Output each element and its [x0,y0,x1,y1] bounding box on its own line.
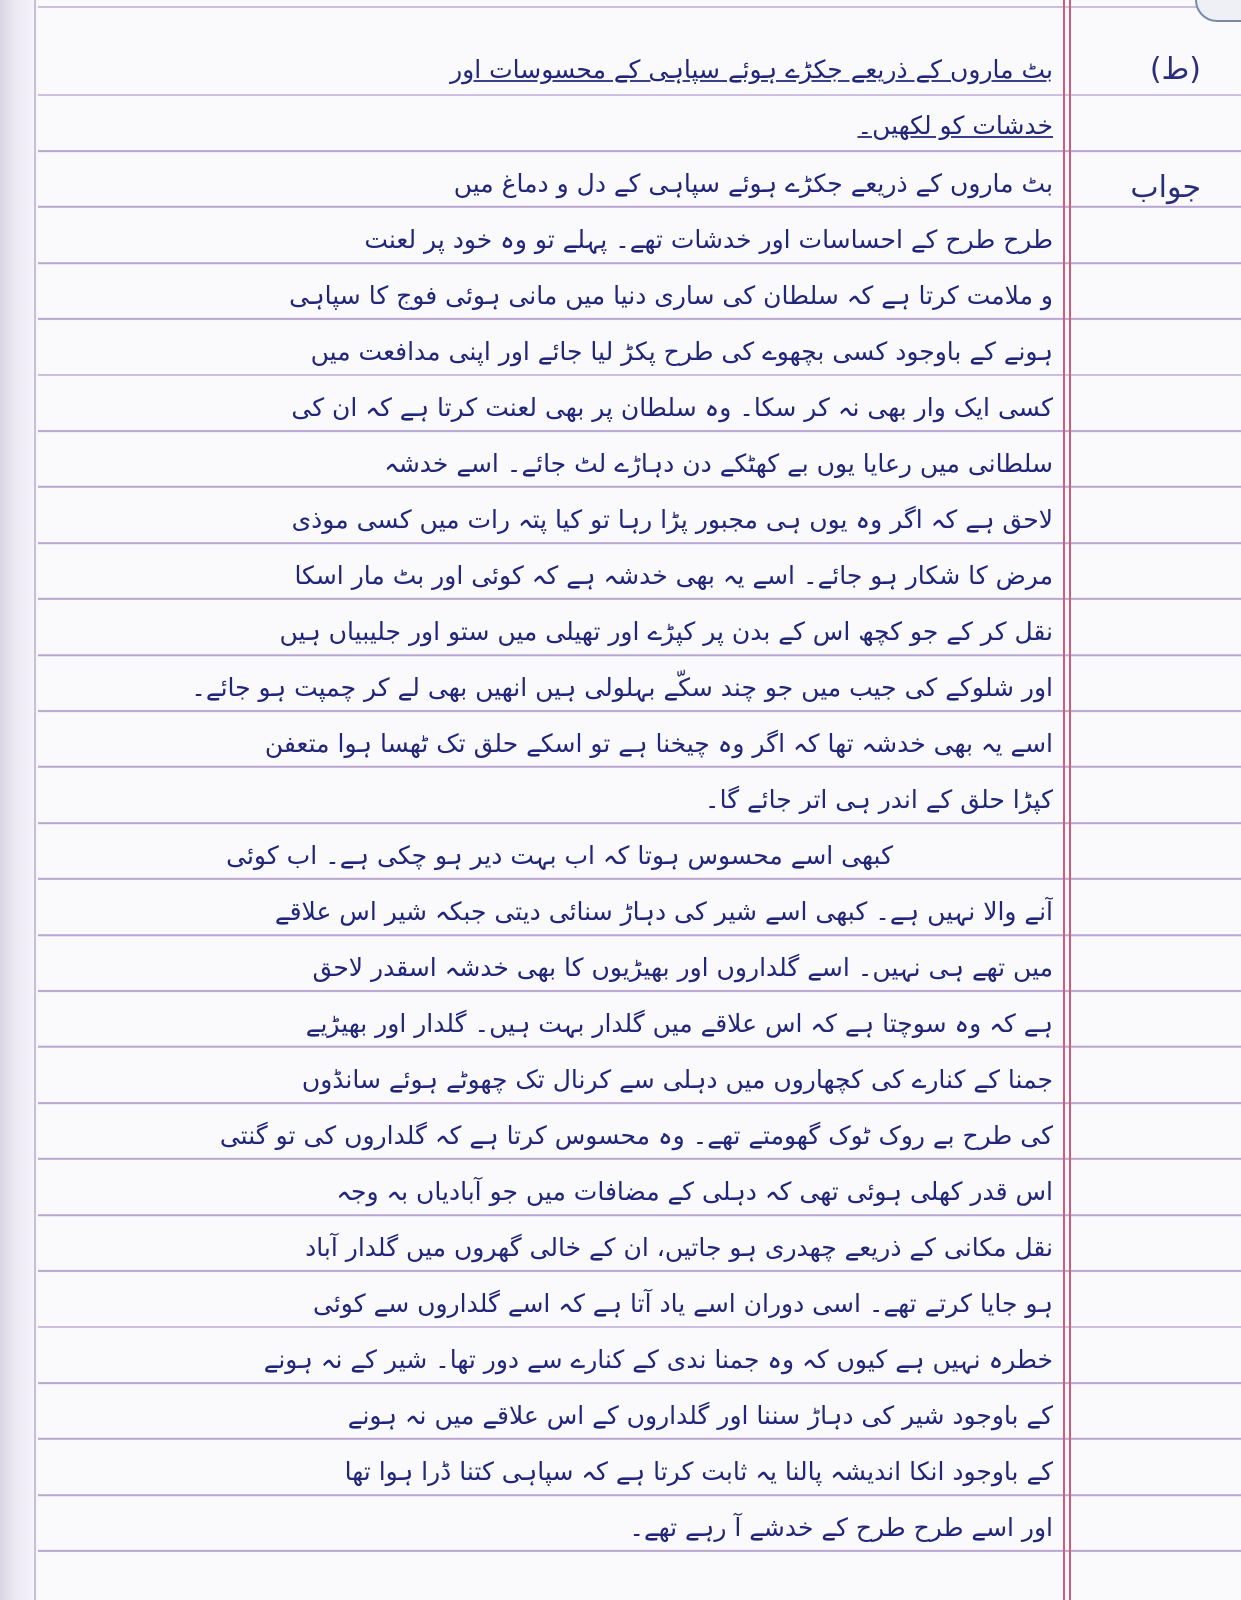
answer-line: نقل کر کے جو کچھ اس کے بدن پر کپڑے اور تھیلی میں ستو اور جلیبیاں ہیں [279,617,1053,646]
question-number: (ط) [1149,52,1201,87]
answer-line: کے باوجود انکا اندیشہ پالنا یہ ثابت کرتا ہے کہ سپاہی کتنا ڈرا ہوا تھا [344,1457,1053,1486]
answer-line: ہے کہ وہ سوچتا ہے کہ اس علاقے میں گلدار بہت ہیں۔ گلدار اور بھیڑیے [305,1009,1053,1038]
answer-line: خطرہ نہیں ہے کیوں کہ وہ جمنا ندی کے کنارے سے دور تھا۔ شیر کے نہ ہونے [263,1345,1053,1374]
answer-line: ہونے کے باوجود کسی بچھوے کی طرح پکڑ لیا جائے اور اپنی مدافعت میں [310,337,1053,366]
answer-line: اور شلوکے کی جیب میں جو چند سکّے بہلولی ہیں انھیں بھی لے کر چمپت ہو جائے۔ [191,673,1053,702]
answer-text [60,156,1053,1576]
question-text [60,42,1053,154]
binding-edge [34,0,36,1600]
question-line: خدشات کو لکھیں۔ [857,111,1053,140]
answer-line: بٹ ماروں کے ذریعے جکڑے ہوئے سپاہی کے دل و دماغ میں [453,169,1053,198]
question-line: بٹ ماروں کے ذریعے جکڑے ہوئے سپاہی کے محسوسات اور [450,55,1053,84]
margin-line [1063,0,1065,1600]
answer-line: کبھی اسے محسوس ہوتا کہ اب بہت دیر ہو چکی ہے۔ اب کوئی [226,841,893,870]
answer-line: اسے یہ بھی خدشہ تھا کہ اگر وہ چیخنا ہے تو اسکے حلق تک ٹھسا ہوا متعفن [264,729,1053,758]
answer-line: طرح طرح کے احساسات اور خدشات تھے۔ پہلے تو وہ خود پر لعنت [364,225,1053,254]
page-corner-mark [1195,0,1241,22]
answer-line: اس قدر کھلی ہوئی تھی کہ دہلی کے مضافات میں جو آبادیاں بہ وجہ [336,1177,1053,1206]
answer-line: کی طرح بے روک ٹوک گھومتے تھے۔ وہ محسوس کرتا ہے کہ گلداروں کی تو گنتی [219,1121,1053,1150]
answer-line: اور اسے طرح طرح کے خدشے آ رہے تھے۔ [629,1513,1053,1542]
answer-line: و ملامت کرتا ہے کہ سلطان کی ساری دنیا میں مانی ہوئی فوج کا سپاہی [289,281,1053,310]
answer-line: جمنا کے کنارے کی کچھاروں میں دہلی سے کرنال تک چھوٹے ہوئے سانڈوں [301,1065,1053,1094]
answer-line: کسی ایک وار بھی نہ کر سکا۔ وہ سلطان پر بھی لعنت کرتا ہے کہ ان کی [291,393,1053,422]
answer-label: جواب [1130,170,1201,205]
notebook-binding [0,0,38,1600]
answer-line: سلطانی میں رعایا یوں بے کھٹکے دن دہاڑے لٹ جائے۔ اسے خدشہ [384,449,1053,478]
answer-line: مرض کا شکار ہو جائے۔ اسے یہ بھی خدشہ ہے کہ کوئی اور بٹ مار اسکا [294,561,1053,590]
answer-line: نقل مکانی کے ذریعے چھدری ہو جاتیں، ان کے خالی گھروں میں گلدار آباد [305,1233,1053,1262]
answer-line: لاحق ہے کہ اگر وہ یوں ہی مجبور پڑا رہا تو کیا پتہ رات میں کسی موذی [291,505,1053,534]
margin-line [1069,0,1071,1600]
answer-line: ہو جایا کرتے تھے۔ اسی دوران اسے یاد آتا ہے کہ اسے گلداروں سے کوئی [313,1289,1053,1318]
answer-line: میں تھے ہی نہیں۔ اسے گلداروں اور بھیڑیوں کا بھی خدشہ اسقدر لاحق [312,953,1053,982]
answer-line: کے باوجود شیر کی دہاڑ سننا اور گلداروں کے اس علاقے میں نہ ہونے [347,1401,1053,1430]
answer-line: آنے والا نہیں ہے۔ کبھی اسے شیر کی دہاڑ سنائی دیتی جبکہ شیر اس علاقے [274,897,1053,926]
answer-line: کپڑا حلق کے اندر ہی اتر جائے گا۔ [704,785,1053,814]
